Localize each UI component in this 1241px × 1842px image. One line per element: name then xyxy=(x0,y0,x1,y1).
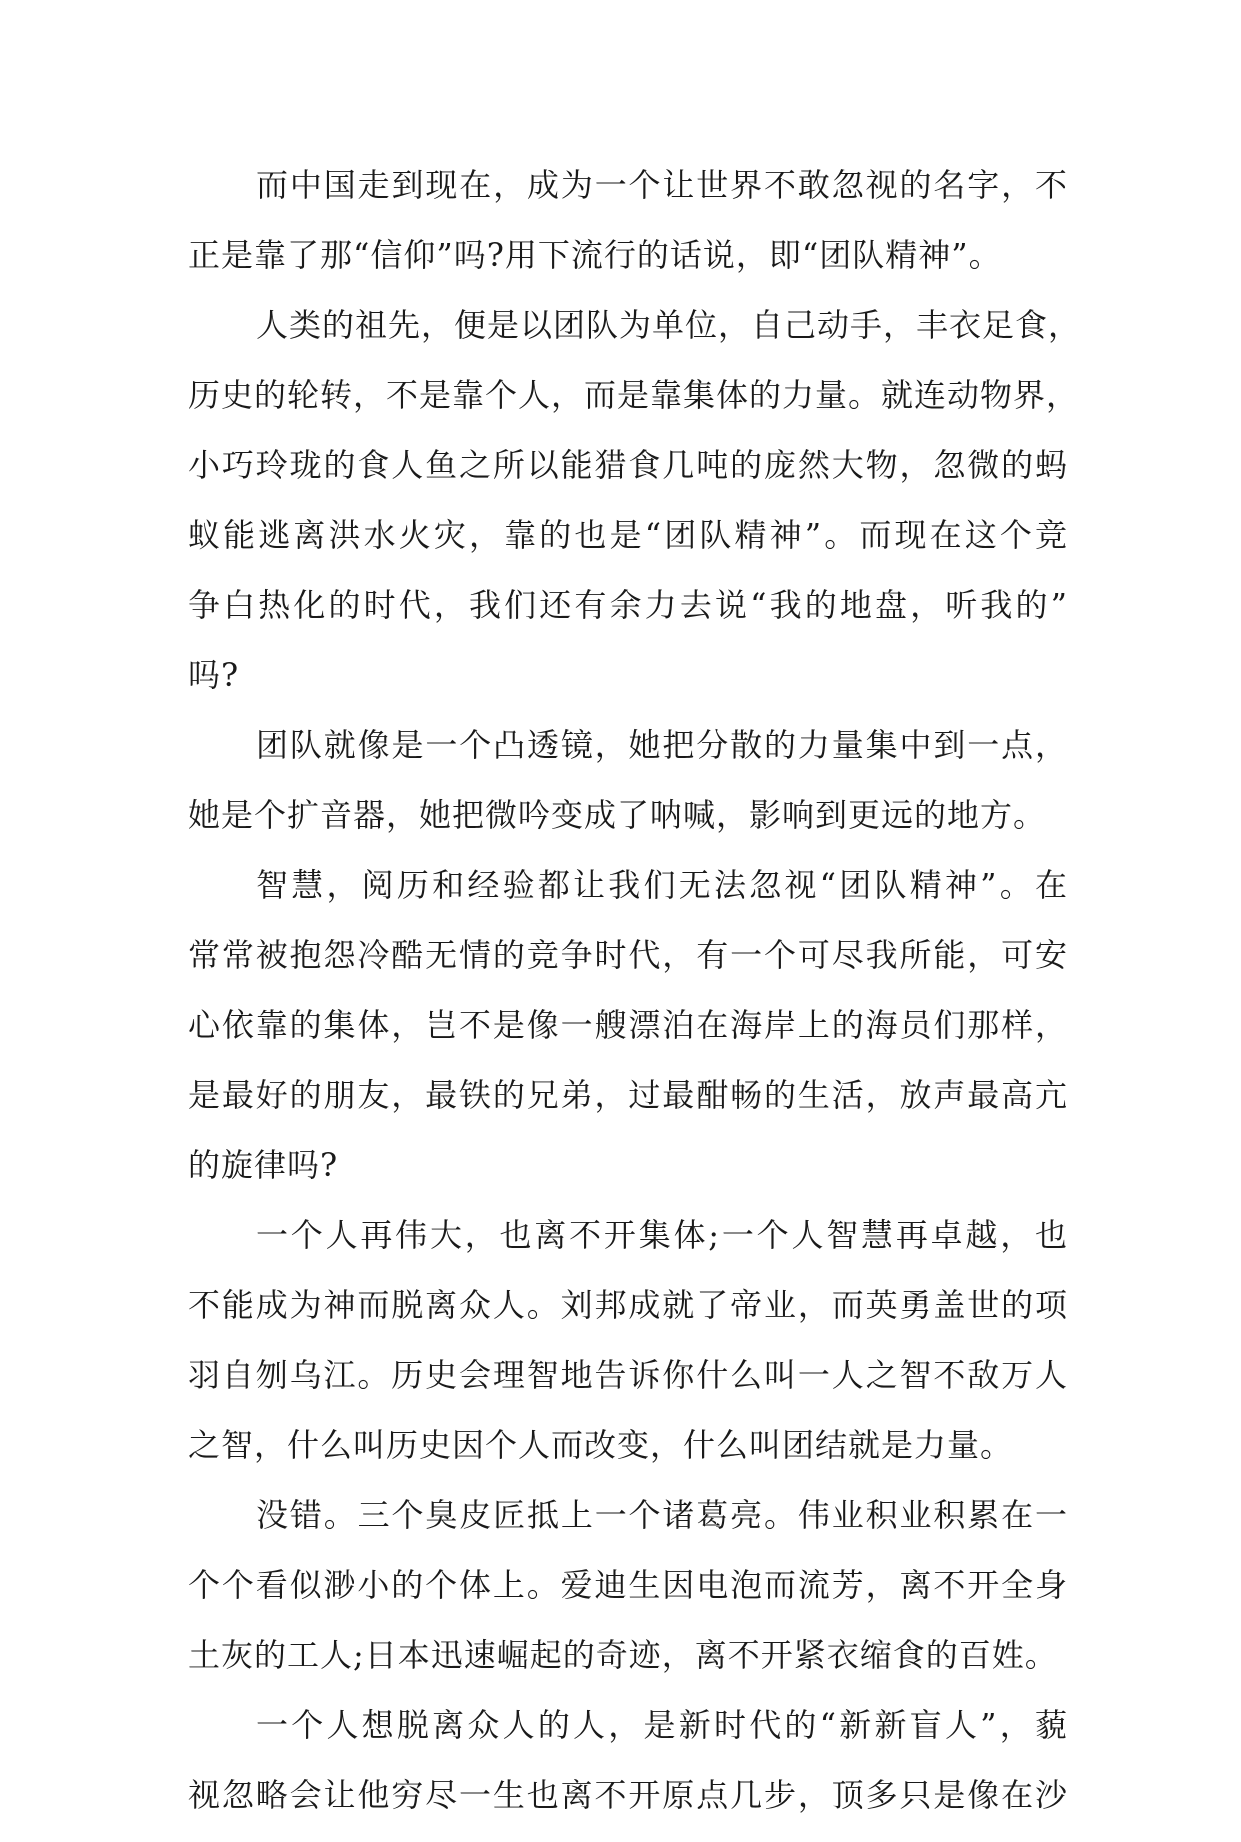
text-line: 视忽略会让他穷尽一生也离不开原点几步，顶多只是像在沙 xyxy=(188,1776,1068,1814)
text-line: 心依靠的集体，岂不是像一艘漂泊在海岸上的海员们那样， xyxy=(188,1006,1068,1044)
paragraph xyxy=(188,1492,1068,1702)
text-line: 她是个扩音器，她把微吟变成了呐喊，影响到更远的地方。 xyxy=(188,796,1047,834)
paragraph xyxy=(188,162,1068,302)
text-line: 没错。三个臭皮匠抵上一个诸葛亮。伟业积业积累在一 xyxy=(256,1496,1068,1534)
text-line: 一个人想脱离众人的人，是新时代的“新新盲人”，藐 xyxy=(256,1706,1068,1744)
text-line: 历史的轮转，不是靠个人，而是靠集体的力量。就连动物界， xyxy=(188,376,1080,414)
text-line: 正是靠了那“信仰”吗?用下流行的话说，即“团队精神”。 xyxy=(188,236,1002,274)
text-line: 羽自刎乌江。历史会理智地告诉你什么叫一人之智不敌万人 xyxy=(188,1356,1068,1394)
text-line: 而中国走到现在，成为一个让世界不敢忽视的名字，不 xyxy=(256,166,1068,204)
text-line: 不能成为神而脱离众人。刘邦成就了帝业，而英勇盖世的项 xyxy=(188,1286,1068,1324)
text-line: 团队就像是一个凸透镜，她把分散的力量集中到一点， xyxy=(256,726,1068,764)
text-line: 吗? xyxy=(188,656,240,694)
text-line: 个个看似渺小的个体上。爱迪生因电泡而流芳，离不开全身 xyxy=(188,1566,1068,1604)
text-line: 的旋律吗? xyxy=(188,1146,339,1184)
text-line: 小巧玲珑的食人鱼之所以能猎食几吨的庞然大物，忽微的蚂 xyxy=(188,446,1068,484)
paragraph xyxy=(188,302,1082,722)
text-line: 智慧，阅历和经验都让我们无法忽视“团队精神”。在 xyxy=(256,866,1068,904)
text-line: 蚁能逃离洪水火灾，靠的也是“团队精神”。而现在这个竞 xyxy=(188,516,1068,554)
text-line: 人类的祖先，便是以团队为单位，自己动手，丰衣足食， xyxy=(256,306,1082,344)
text-line: 争白热化的时代，我们还有余力去说“我的地盘，听我的” xyxy=(188,586,1068,624)
paragraph xyxy=(188,722,1068,862)
text-line: 常常被抱怨冷酷无情的竞争时代，有一个可尽我所能，可安 xyxy=(188,936,1068,974)
paragraph xyxy=(188,862,1068,1212)
paragraph xyxy=(188,1212,1068,1492)
paragraph xyxy=(188,1702,1068,1842)
text-line: 是最好的朋友，最铁的兄弟，过最酣畅的生活，放声最高亢 xyxy=(188,1076,1068,1114)
text-line: 之智，什么叫历史因个人而改变，什么叫团结就是力量。 xyxy=(188,1426,1014,1464)
text-line: 土灰的工人;日本迅速崛起的奇迹，离不开紧衣缩食的百姓。 xyxy=(188,1636,1058,1674)
text-line: 一个人再伟大，也离不开集体;一个人智慧再卓越，也 xyxy=(256,1216,1068,1254)
body-text xyxy=(188,162,1082,1842)
